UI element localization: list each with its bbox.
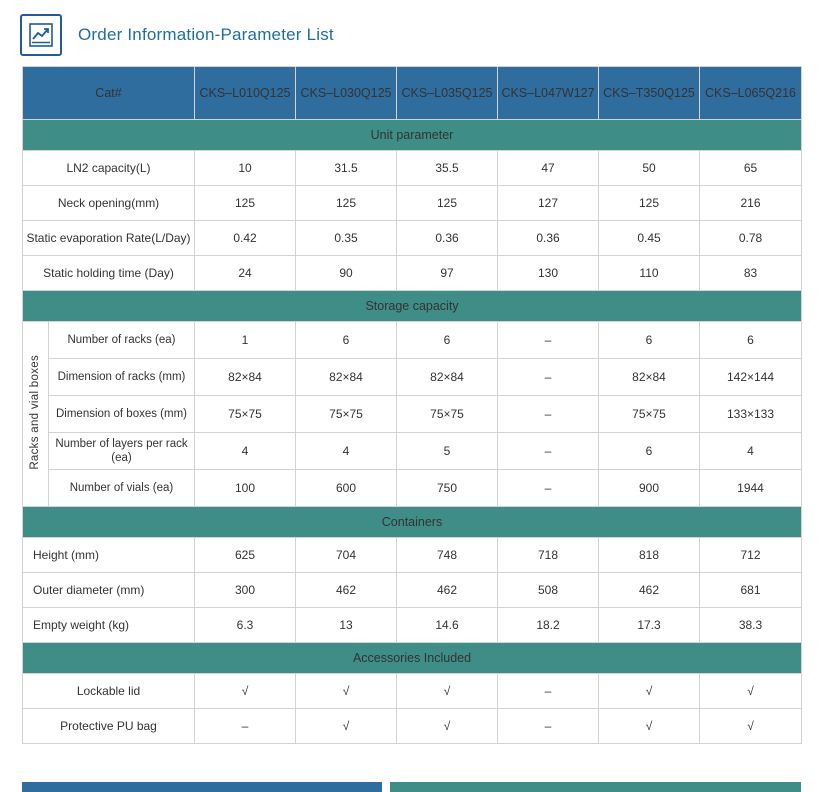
cell-value: 1 <box>195 322 296 359</box>
cell-value: 50 <box>599 151 700 186</box>
section-header-accessories-included <box>23 643 802 674</box>
cell-value: 600 <box>296 470 397 507</box>
cell-value: 6 <box>296 322 397 359</box>
footer-strip-blue <box>22 782 382 792</box>
header-cell-col-3: CKS–L035Q125 <box>397 67 498 120</box>
cell-value: 13 <box>296 608 397 643</box>
cell-value: 75×75 <box>195 396 296 433</box>
row-label: LN2 capacity(L) <box>23 151 195 186</box>
row-label: Dimension of boxes (mm) <box>49 396 195 433</box>
group-label-text: Racks and vial boxes <box>29 355 41 470</box>
cell-value: 681 <box>700 573 802 608</box>
cell-value: 4 <box>700 433 802 470</box>
cell-value: √ <box>296 709 397 744</box>
footer-strip-gap-right <box>801 782 823 792</box>
cell-value: 0.36 <box>498 221 599 256</box>
cell-value: 1944 <box>700 470 802 507</box>
cell-value: 47 <box>498 151 599 186</box>
table-row <box>23 359 802 396</box>
table-row <box>23 256 802 291</box>
cell-value: √ <box>397 709 498 744</box>
cell-value: 216 <box>700 186 802 221</box>
cell-value: 75×75 <box>397 396 498 433</box>
cell-value: – <box>195 709 296 744</box>
cell-value: 0.35 <box>296 221 397 256</box>
cell-value: 625 <box>195 538 296 573</box>
row-label: Dimension of racks (mm) <box>49 359 195 396</box>
cell-value: 75×75 <box>599 396 700 433</box>
row-label: Empty weight (kg) <box>23 608 195 643</box>
cell-value: 82×84 <box>296 359 397 396</box>
table-row <box>23 433 802 470</box>
cell-value: 0.45 <box>599 221 700 256</box>
cell-value: 10 <box>195 151 296 186</box>
table-row <box>23 151 802 186</box>
cell-value: √ <box>599 674 700 709</box>
cell-value: 31.5 <box>296 151 397 186</box>
table-row <box>23 221 802 256</box>
table-row <box>23 538 802 573</box>
table-row <box>23 186 802 221</box>
cell-value: 83 <box>700 256 802 291</box>
cell-value: 5 <box>397 433 498 470</box>
cell-value: 24 <box>195 256 296 291</box>
cell-value: 35.5 <box>397 151 498 186</box>
cell-value: – <box>498 322 599 359</box>
cell-value: 133×133 <box>700 396 802 433</box>
cell-value: √ <box>700 709 802 744</box>
cell-value: 125 <box>397 186 498 221</box>
cell-value: – <box>498 396 599 433</box>
row-label: Static evaporation Rate(L/Day) <box>23 221 195 256</box>
page-title: Order Information-Parameter List <box>78 25 334 44</box>
cell-value: 125 <box>599 186 700 221</box>
section-header-storage-capacity <box>23 291 802 322</box>
cell-value: 6 <box>599 433 700 470</box>
cell-value: 6 <box>700 322 802 359</box>
cell-value: 97 <box>397 256 498 291</box>
cell-value: – <box>498 470 599 507</box>
cell-value: 110 <box>599 256 700 291</box>
cell-value: 704 <box>296 538 397 573</box>
row-label: Outer diameter (mm) <box>23 573 195 608</box>
cell-value: 818 <box>599 538 700 573</box>
row-label: Static holding time (Day) <box>23 256 195 291</box>
header-cell-cat: Cat# <box>23 67 195 120</box>
table-row <box>23 608 802 643</box>
table-row <box>23 709 802 744</box>
cell-value: √ <box>599 709 700 744</box>
row-label: Number of vials (ea) <box>49 470 195 507</box>
cell-value: 142×144 <box>700 359 802 396</box>
row-label: Number of layers per rack (ea) <box>49 433 195 470</box>
header-cell-col-5: CKS–T350Q125 <box>599 67 700 120</box>
table-header-row <box>23 67 802 120</box>
cell-value: √ <box>397 674 498 709</box>
cell-value: 65 <box>700 151 802 186</box>
cell-value: 125 <box>296 186 397 221</box>
section-title: Accessories Included <box>23 643 802 674</box>
cell-value: 130 <box>498 256 599 291</box>
section-title: Unit parameter <box>23 120 802 151</box>
section-header-containers <box>23 507 802 538</box>
chart-document-icon <box>20 14 62 56</box>
row-label: Number of racks (ea) <box>49 322 195 359</box>
page-header <box>0 0 823 66</box>
table-row <box>23 470 802 507</box>
cell-value: 712 <box>700 538 802 573</box>
cell-value: 6 <box>397 322 498 359</box>
cell-value: 462 <box>599 573 700 608</box>
cell-value: 750 <box>397 470 498 507</box>
section-title: Storage capacity <box>23 291 802 322</box>
section-title: Containers <box>23 507 802 538</box>
cell-value: 17.3 <box>599 608 700 643</box>
footer-strip-gap-mid <box>382 782 390 792</box>
cell-value: 90 <box>296 256 397 291</box>
header-cell-col-4: CKS–L047W127 <box>498 67 599 120</box>
footer-strip-teal <box>390 782 801 792</box>
table-row <box>23 674 802 709</box>
cell-value: 4 <box>296 433 397 470</box>
table-row <box>23 322 802 359</box>
cell-value: 748 <box>397 538 498 573</box>
footer-color-strip <box>0 782 823 792</box>
cell-value: 508 <box>498 573 599 608</box>
header-cell-col-2: CKS–L030Q125 <box>296 67 397 120</box>
cell-value: 82×84 <box>195 359 296 396</box>
cell-value: 718 <box>498 538 599 573</box>
footer-strip-gap-left <box>0 782 22 792</box>
cell-value: 75×75 <box>296 396 397 433</box>
cell-value: 82×84 <box>599 359 700 396</box>
spec-table-wrapper <box>0 66 823 744</box>
cell-value: 900 <box>599 470 700 507</box>
header-cell-col-1: CKS–L010Q125 <box>195 67 296 120</box>
cell-value: 462 <box>296 573 397 608</box>
row-label: Neck opening(mm) <box>23 186 195 221</box>
cell-value: 38.3 <box>700 608 802 643</box>
cell-value: 6.3 <box>195 608 296 643</box>
row-label: Height (mm) <box>23 538 195 573</box>
cell-value: 127 <box>498 186 599 221</box>
cell-value: 82×84 <box>397 359 498 396</box>
cell-value: √ <box>700 674 802 709</box>
cell-value: – <box>498 709 599 744</box>
table-row <box>23 573 802 608</box>
cell-value: 0.78 <box>700 221 802 256</box>
cell-value: 6 <box>599 322 700 359</box>
cell-value: – <box>498 359 599 396</box>
cell-value: 100 <box>195 470 296 507</box>
cell-value: 0.42 <box>195 221 296 256</box>
header-cell-col-6: CKS–L065Q216 <box>700 67 802 120</box>
section-header-unit-parameter <box>23 120 802 151</box>
table-row <box>23 396 802 433</box>
cell-value: √ <box>296 674 397 709</box>
parameter-table <box>22 66 802 744</box>
group-label-racks-and-vial-boxes <box>23 322 49 507</box>
cell-value: 300 <box>195 573 296 608</box>
cell-value: 18.2 <box>498 608 599 643</box>
cell-value: 4 <box>195 433 296 470</box>
cell-value: 0.36 <box>397 221 498 256</box>
cell-value: 14.6 <box>397 608 498 643</box>
cell-value: √ <box>195 674 296 709</box>
cell-value: 125 <box>195 186 296 221</box>
row-label: Protective PU bag <box>23 709 195 744</box>
cell-value: – <box>498 433 599 470</box>
cell-value: 462 <box>397 573 498 608</box>
cell-value: – <box>498 674 599 709</box>
row-label: Lockable lid <box>23 674 195 709</box>
